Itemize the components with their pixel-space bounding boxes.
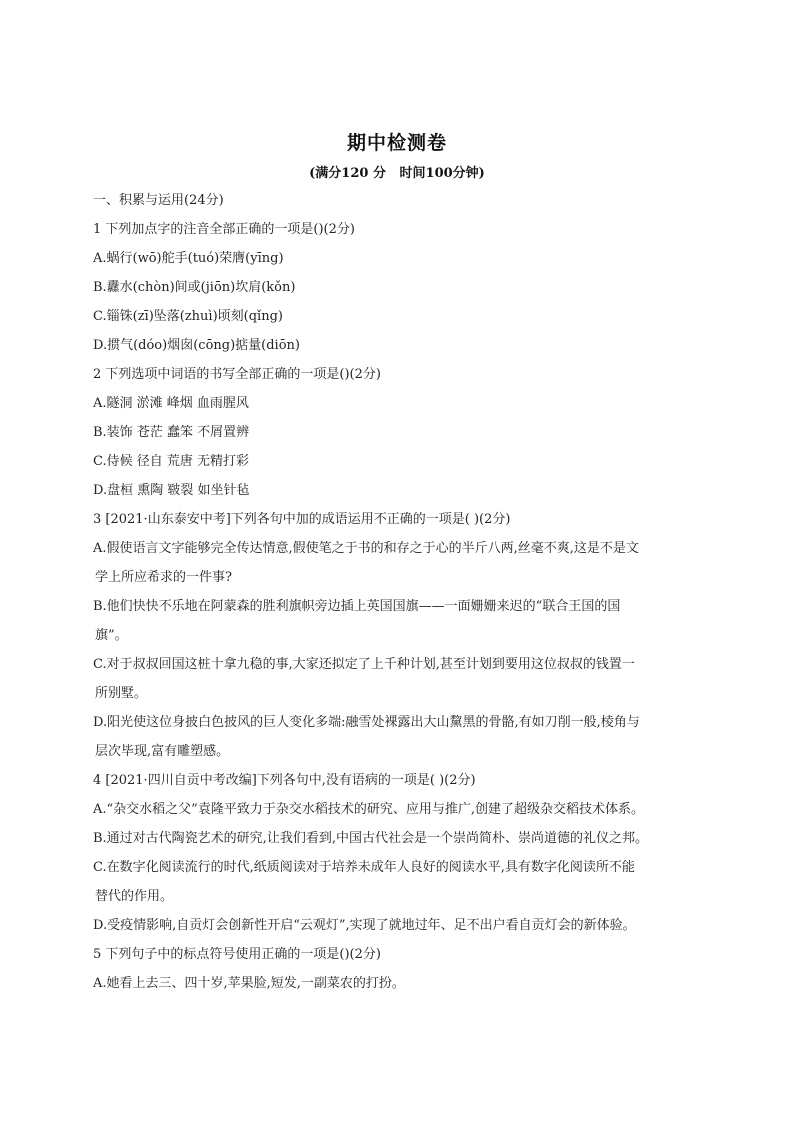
question-3-option-a: A.假使语言文字能够完全传达情意,假使笔之于书的和存之于心的半斤八两,丝毫不爽,这是不是文 [93,541,639,556]
page-subtitle: (满分120 分 时间100分钟) [309,166,485,181]
question-1-stem: 1 下列加点字的注音全部正确的一项是()(2分) [93,222,355,237]
question-3-option-c: C.对于叔叔回国这桩十拿九稳的事,大家还拟定了上千种计划,甚至计划到要用这位叔叔的钱置一 [93,657,635,672]
question-2-stem: 2 下列选项中词语的书写全部正确的一项是()(2分) [93,367,381,382]
section-heading: 一、积累与运用(24分) [93,193,224,208]
question-3-option-d-cont: 层次毕现,富有雕塑感。 [95,744,230,759]
question-4-option-c-cont: 替代的作用。 [95,889,174,904]
question-4-option-b: B.通过对古代陶瓷艺术的研究,让我们看到,中国古代社会是一个崇尚简朴、崇尚道德的礼仪之邦。 [93,831,648,846]
page-title: 期中检测卷 [346,132,447,154]
question-3-option-b: B.他们快快不乐地在阿蒙森的胜利旗帜旁边插上英国国旗——一面姗姗来迟的“联合王国的国 [93,599,621,614]
question-4-stem: 4 [2021·四川自贡中考改编]下列各句中,没有语病的一项是( )(2分) [93,773,476,788]
question-2-option-d: D.盘桓 熏陶 皲裂 如坐针毡 [93,483,250,498]
question-1-option-d: D.掼气(dóo)烟囱(cōng)掂量(diōn) [93,338,300,353]
question-5-option-a: A.她看上去三、四十岁,苹果脸,短发,一副菜农的打扮。 [93,976,405,991]
question-5-stem: 5 下列句子中的标点符号使用正确的一项是()(2分) [93,947,381,962]
exam-content [93,186,713,998]
question-4-option-c: C.在数字化阅读流行的时代,纸质阅读对于培养未成年人良好的阅读水平,具有数字化阅读所不能 [93,860,635,875]
question-1-option-c: C.锱铢(zī)坠落(zhuì)顷刻(qǐng) [93,309,283,324]
question-2-option-c: C.侍候 径自 荒唐 无精打彩 [93,454,250,469]
question-3-option-c-cont: 所别墅。 [95,686,148,701]
question-3-option-d: D.阳光使这位身披白色披风的巨人变化多端:融雪处裸露出大山黧黑的骨骼,有如刀削一般,棱角与 [93,715,640,730]
question-4-option-a: A.“杂交水稻之父”袁隆平致力于杂交水稻技术的研究、应用与推广,创建了超级杂交稻技术体系。 [93,802,644,817]
question-4-option-d: D.受疫情影响,自贡灯会创新性开启“云观灯”,实现了就地过年、足不出户看自贡灯会的新体验。 [93,918,636,933]
question-2-option-a: A.隧洞 淤滩 峰烟 血雨腥风 [93,396,249,411]
question-1-option-a: A.蜗行(wō)舵手(tuó)荣膺(yīng) [93,251,284,266]
question-2-option-b: B.装饰 苍茫 蠢笨 不屑置辨 [93,425,250,440]
question-3-option-a-cont: 学上所应希求的一件事? [95,570,232,585]
question-3-stem: 3 [2021·山东泰安中考]下列各句中加的成语运用不正确的一项是( )(2分) [93,512,511,527]
question-3-option-b-cont: 旗”。 [95,628,128,643]
question-1-option-b: B.纛水(chòn)间或(jiōn)坎肩(kǒn) [93,280,296,295]
